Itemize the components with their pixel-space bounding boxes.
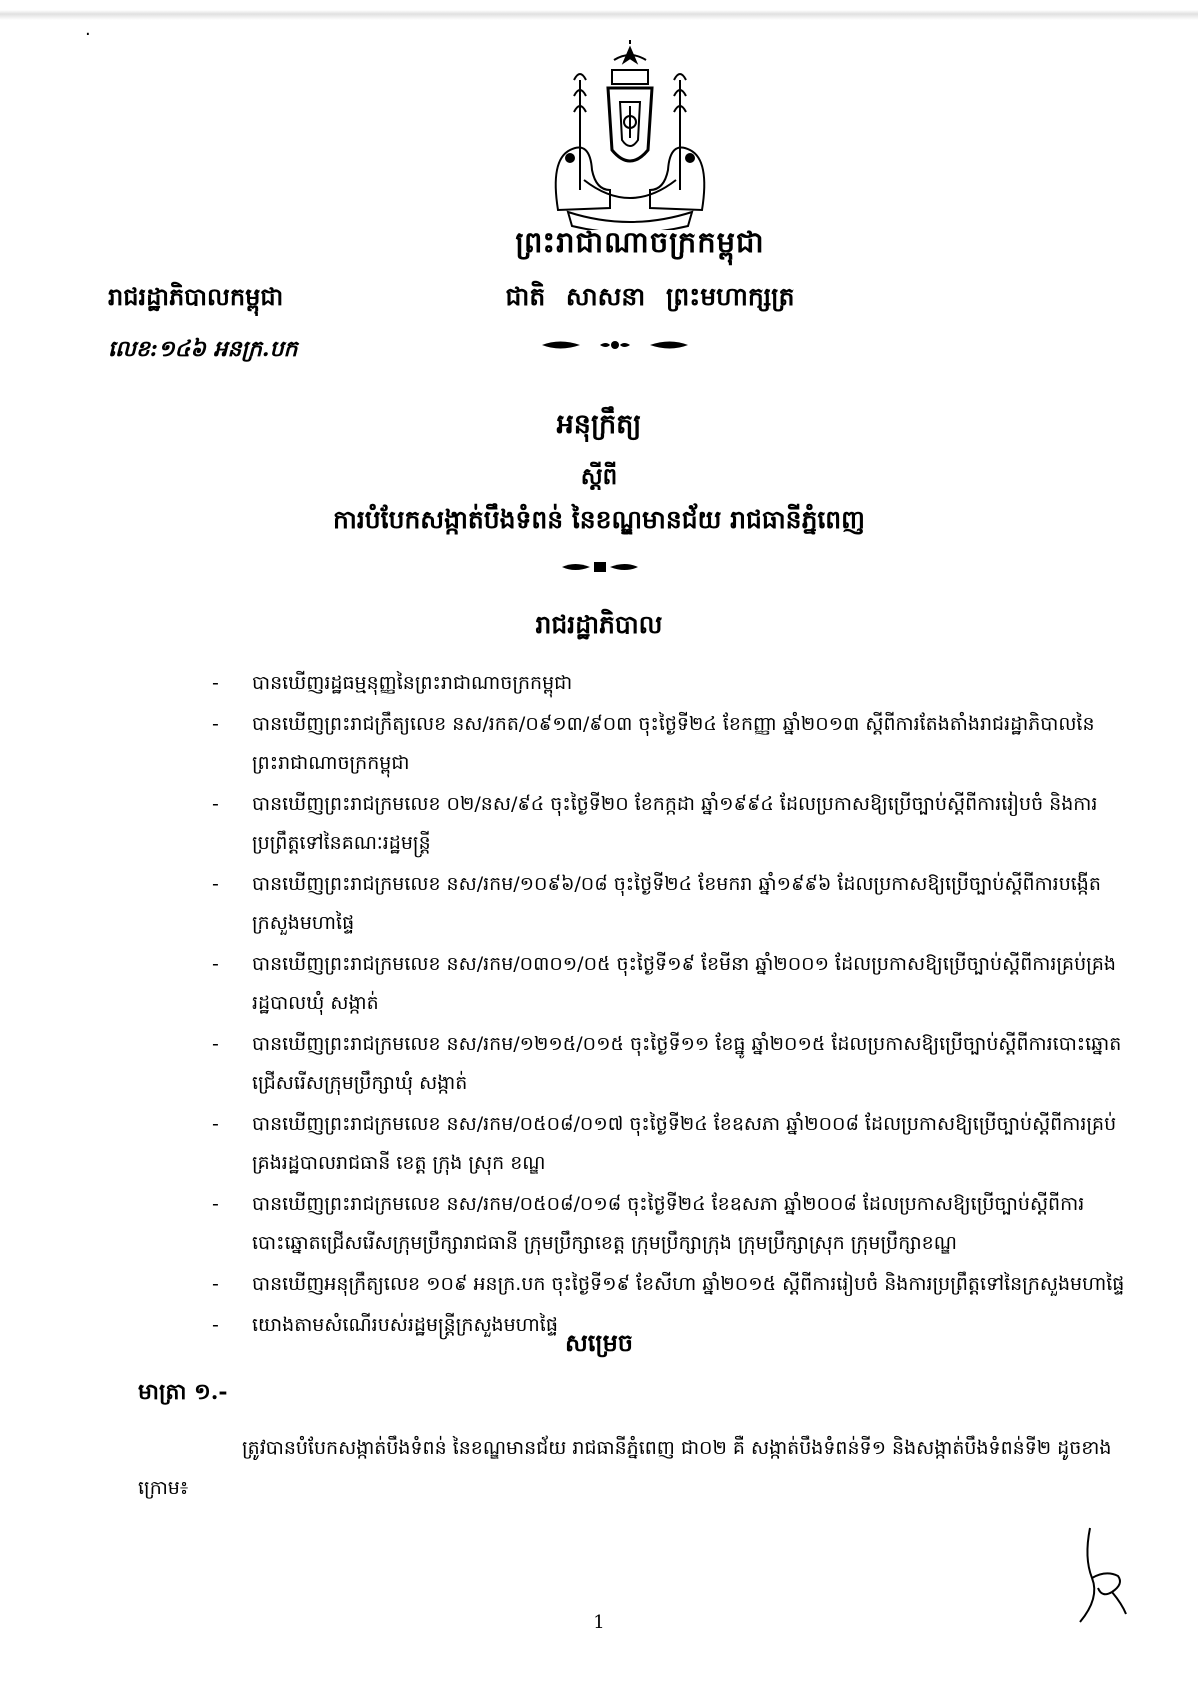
bullet-dash: -	[212, 1273, 219, 1295]
decision-heading: សម្រេច	[564, 1328, 634, 1357]
bullet-dash: -	[212, 1113, 219, 1135]
ornament-divider-icon	[540, 338, 690, 352]
list-item: - បានឃើញព្រះរាជក្រមលេខ នស/រកម/០៣០១/០៥ ចុះថ្ងៃទី១៩ ខែមីនា ឆ្នាំ២០០១ ដែលប្រកាសឱ្យប្រើច្បាប់ស្តីពីការគ្រប់គ្រងរដ្ឋបាលឃុំ សង្កាត់	[212, 945, 1142, 1023]
list-item: - បានឃើញអនុក្រឹត្យលេខ ១០៩ អនក្រ.បក ចុះថ្ងៃទី១៩ ខែសីហា ឆ្នាំ២០១៥ ស្តីពីការរៀបចំ និងការប្រព្រឹត្តទៅនៃក្រសួងមហាផ្ទៃ	[212, 1265, 1142, 1304]
bullet-dash: -	[212, 873, 219, 895]
bullet-dash: -	[212, 953, 219, 975]
bullet-dash: -	[212, 1033, 219, 1055]
list-item: - យោងតាមសំណើរបស់រដ្ឋមន្ត្រីក្រសួងមហាផ្ទៃ	[212, 1306, 1142, 1345]
list-item: - បានឃើញព្រះរាជក្រមលេខ នស/រកម/១២១៥/០១៥ ចុះថ្ងៃទី១១ ខែធ្នូ ឆ្នាំ២០១៥ ដែលប្រកាសឱ្យប្រើច្បាប់ស្តីពីការបោះឆ្នោតជ្រើសរើសក្រុមប្រឹក្សាឃុំ សង្កាត់	[212, 1025, 1142, 1103]
document-number: លេខ:១៤៦ អនក្រ.បក	[108, 336, 298, 362]
kingdom-title: ព្រះរាជាណាចក្រកម្ពុជា	[515, 225, 765, 259]
bullet-dash: -	[212, 713, 219, 735]
bullet-dash: -	[212, 672, 219, 694]
bullet-dash: -	[212, 1193, 219, 1215]
government-label: រាជរដ្ឋាភិបាលកម្ពុជា	[108, 282, 284, 311]
list-item: - បានឃើញព្រះរាជក្រឹត្យលេខ នស/រកត/០៩១៣/៩០៣ ចុះថ្ងៃទី២៤ ខែកញ្ញា ឆ្នាំ២០១៣ ស្តីពីការតែងតាំងរាជរដ្ឋាភិបាលនៃព្រះរាជាណាចក្រកម្ពុជា	[212, 705, 1142, 783]
document-subject: ការបំបែកសង្កាត់បឹងទំពន់ នៃខណ្ឌមានជ័យ រាជធានីភ្នំពេញ	[333, 505, 865, 534]
list-item: - បានឃើញព្រះរាជក្រមលេខ នស/រកម/០៥០៨/០១៧ ចុះថ្ងៃទី២៤ ខែឧសភា ឆ្នាំ២០០៨ ដែលប្រកាសឱ្យប្រើច្បាប់ស្តីពីការគ្រប់គ្រងរដ្ឋបាលរាជធានី ខេត្ត ក្រុង ស្រុក ខណ្ឌ	[212, 1105, 1142, 1183]
list-item: - បានឃើញរដ្ឋធម្មនុញ្ញនៃព្រះរាជាណាចក្រកម្ពុជា	[212, 664, 1142, 703]
list-item: - បានឃើញព្រះរាជក្រមលេខ ០២/នស/៩៤ ចុះថ្ងៃទី២០ ខែកក្កដា ឆ្នាំ១៩៩៤ ដែលប្រកាសឱ្យប្រើច្បាប់ស្តីពីការរៀបចំ និងការប្រព្រឹត្តទៅនៃគណៈរដ្ឋមន្ត្រី	[212, 785, 1142, 863]
document-title: អនុក្រឹត្យ	[556, 409, 642, 440]
national-motto: ជាតិ សាសនា ព្រះមហាក្សត្រ	[505, 282, 795, 311]
list-item: - បានឃើញព្រះរាជក្រមលេខ នស/រកម/១០៩៦/០៨ ចុះថ្ងៃទី២៤ ខែមករា ឆ្នាំ១៩៩៦ ដែលប្រកាសឱ្យប្រើច្បាប់ស្តីពីការបង្កើតក្រសួងមហាផ្ទៃ	[212, 865, 1142, 943]
royal-emblem-icon	[540, 40, 720, 230]
article-1-text: ត្រូវបានបំបែកសង្កាត់បឹងទំពន់ នៃខណ្ឌមានជ័យ រាជធានីភ្នំពេញ ជា០២ គឺ សង្កាត់បឹងទំពន់ទី១ និងសង្កាត់បឹងទំពន់ទី២ ដូចខាងក្រោម៖	[138, 1437, 1112, 1499]
scan-top-edge	[0, 10, 1198, 20]
considerations-list	[212, 664, 1142, 1347]
list-item: - បានឃើញព្រះរាជក្រមលេខ នស/រកម/០៥០៨/០១៨ ចុះថ្ងៃទី២៤ ខែឧសភា ឆ្នាំ២០០៨ ដែលប្រកាសឱ្យប្រើច្បាប់ស្តីពីការបោះឆ្នោតជ្រើសរើសក្រុមប្រឹក្សារាជធានី ក្រុមប្រឹក្សាខេត្ត ក្រុមប្រឹក្សាក្រុង ក្រុមប្រឹក្សាស្រុក ក្រុមប្រឹក្សាខណ្ឌ	[212, 1185, 1142, 1263]
issuer-heading: រាជរដ្ឋាភិបាល	[535, 610, 663, 639]
small-ornament-icon	[560, 560, 640, 574]
document-about: ស្តីពី	[580, 463, 618, 490]
page-number: 1	[593, 1612, 605, 1633]
bullet-dash: -	[212, 793, 219, 815]
bullet-dash: -	[212, 1314, 219, 1336]
article-1-label: មាត្រា ១.-	[138, 1379, 228, 1405]
corner-mark: ·	[85, 24, 91, 45]
